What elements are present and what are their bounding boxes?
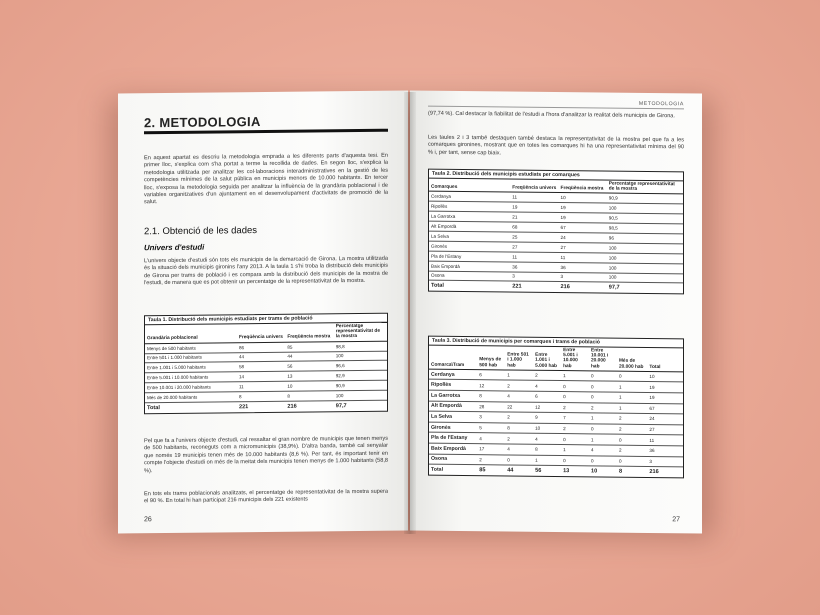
table-cell: 44	[507, 467, 514, 474]
table-cell: Total	[431, 466, 444, 473]
table-2-grid	[429, 179, 683, 294]
table-cell: 68	[510, 222, 558, 232]
table-cell: 44	[237, 352, 285, 362]
table-cell: 67	[647, 403, 683, 414]
table-cell: 2	[617, 445, 647, 456]
table-cell: 19	[559, 203, 607, 213]
table-cell: 100	[334, 390, 387, 400]
table-cell: 8	[618, 468, 623, 475]
table-cell: 98,5	[607, 223, 683, 234]
table-cell: 4	[505, 391, 533, 402]
table-cell: 10	[285, 381, 333, 391]
table-cell: 2	[505, 380, 533, 391]
table-cell: La Selva	[429, 411, 477, 422]
table-cell: Osona	[429, 271, 510, 282]
table-cell: 11	[237, 381, 285, 391]
table-cell: 4	[477, 433, 505, 444]
table-cell: 100	[607, 253, 683, 264]
table-cell: 221	[238, 404, 249, 411]
table-3-header-cell: Comarca\Tram	[429, 346, 477, 370]
table-cell: 1	[533, 455, 561, 466]
representativity-paragraph: En tots els trams poblacionals analitzats, el percentatge de representativitat de la mostra supera el 90 %. En total hi han participat 216 municipis dels 221 existents	[144, 488, 388, 505]
table-cell: 7	[561, 413, 589, 424]
table-cell: 0	[589, 371, 617, 382]
table-3-grid	[429, 346, 683, 478]
table-1-header-cell: Freqüència univers	[237, 324, 285, 343]
table-cell: Gironès	[429, 241, 510, 252]
table-cell: 1	[561, 370, 589, 381]
table-cell: 36	[647, 445, 683, 456]
table-cell: 90,9	[607, 193, 683, 204]
table-cell: 8	[505, 423, 533, 434]
table-cell: 24	[647, 414, 683, 425]
table-cell: 97,7	[608, 284, 620, 292]
table-cell: 2	[477, 454, 505, 465]
table-cell: 11	[510, 192, 558, 202]
table-3-header-cell: Entre 10.001 i 20.000 hab	[589, 347, 617, 371]
table-cell: Entre 10.001 i 20.000 habitants	[145, 382, 237, 393]
table-cell: Entre 501 i 1.000 habitants	[145, 352, 237, 363]
table-1	[144, 313, 388, 415]
table-cell: 96,6	[334, 361, 387, 371]
table-cell: 90,5	[607, 213, 683, 224]
table-cell: 11	[510, 252, 558, 262]
table-cell: 67	[559, 223, 607, 233]
table-cell: 28	[477, 401, 505, 412]
table-cell: 3	[477, 412, 505, 423]
table-cell: 44	[285, 351, 333, 361]
running-head: METODOLOGIA	[638, 100, 684, 108]
table-cell: 85	[285, 341, 333, 351]
left-page	[118, 90, 408, 533]
table-cell: 1	[617, 392, 647, 403]
table-cell: 216	[287, 403, 297, 410]
table-cell: 2	[561, 423, 589, 434]
analysis-paragraph: Pel que fa a l'univers objecte d'estudi, cal ressaltar el gran nombre de municipis que tenen menys de 500 habitants, reconeguts com a micromunicipis (38,9%). D'altra banda, també cal senyalar que només 19 municipis tenen més de 10.000 habitants (8,6 %). Per tant, és important tenir en compte l'objecte d'estudi on més de la meitat dels municipis tenen menys de 1.000 habitants (58,8 %).	[144, 435, 388, 474]
table-total-row	[429, 281, 683, 294]
table-2-caption: Taula 2. Distribució dels municipis estudiats per comarques	[429, 170, 683, 182]
table-cell: 0	[561, 381, 589, 392]
table-cell: 6	[533, 391, 561, 402]
table-cell: Entre 1.001 i 5.000 habitants	[145, 362, 237, 373]
table-cell: Total	[431, 283, 444, 290]
tables-intro-paragraph: Les taules 2 i 3 també destaquen també destaca la representativitat de la mostra pel que fa a les comarques gironines, mostrant que en totes les comarques hi ha una representativitat mínima del 90 % i, per tant, sense cap biaix.	[428, 134, 684, 157]
table-cell: 90,9	[334, 380, 387, 390]
table-cell: 56	[535, 467, 542, 475]
table-cell: 9	[533, 412, 561, 423]
table-cell: 10	[647, 371, 683, 382]
table-cell: 86	[237, 342, 285, 352]
table-cell: 2	[533, 370, 561, 381]
table-2-body	[429, 192, 683, 294]
table-cell: 0	[617, 435, 647, 446]
table-cell: 0	[561, 392, 589, 403]
table-cell: 19	[510, 202, 558, 212]
table-cell: 1	[589, 413, 617, 424]
table-cell: Baix Empordà	[429, 443, 477, 454]
table-cell: 10	[533, 423, 561, 434]
table-cell: Pla de l'Estany	[429, 251, 510, 262]
table-cell: 11	[647, 435, 683, 446]
table-cell: 10	[559, 193, 607, 203]
table-cell: 19	[647, 392, 683, 403]
table-3-caption: Taula 3. Distribució de municipis per comarques i trams de població	[429, 337, 683, 349]
table-cell: Cerdanya	[429, 369, 477, 380]
subsection-heading: Univers d'estudi	[144, 242, 205, 253]
page-number-right: 27	[672, 516, 680, 524]
table-cell: 4	[589, 445, 617, 456]
table-2-header-cell: Freqüència univers	[510, 180, 558, 193]
table-cell: 97,7	[335, 403, 347, 410]
table-cell: Entre 5.001 i 10.000 habitants	[145, 372, 237, 383]
table-cell: 14	[237, 372, 285, 382]
table-cell: 21	[510, 212, 558, 222]
page-number-left: 26	[144, 516, 152, 524]
table-3-header-cell: Entre 501 i 1.000 hab	[505, 346, 533, 370]
table-cell: 0	[561, 455, 589, 466]
table-total-row	[429, 464, 683, 477]
table-cell: 92,9	[334, 370, 387, 380]
table-cell: 13	[285, 371, 333, 381]
table-cell: 100	[607, 243, 683, 254]
table-cell: 216	[560, 284, 570, 291]
table-cell: 3	[559, 272, 607, 282]
table-cell: 8	[237, 391, 285, 401]
table-cell: La Selva	[429, 231, 510, 242]
table-cell: 0	[617, 456, 647, 467]
table-cell: Alt Empordà	[429, 221, 510, 232]
table-cell: 0	[505, 455, 533, 466]
table-cell: 3	[647, 456, 683, 467]
section-heading: 2.1. Obtenció de les dades	[144, 225, 258, 238]
table-cell: 3	[510, 272, 558, 282]
table-cell: 8	[285, 391, 333, 401]
right-page	[410, 90, 702, 533]
table-cell: 17	[477, 444, 505, 455]
table-cell: Més de 20.000 habitants	[145, 392, 237, 403]
table-cell: 2	[505, 412, 533, 423]
table-cell: 85	[479, 467, 486, 474]
table-cell: 0	[561, 434, 589, 445]
table-1-caption: Taula 1. Distribució dels municipis estudiats per trams de població	[145, 314, 387, 326]
table-cell: 4	[533, 381, 561, 392]
table-cell: 100	[334, 351, 387, 361]
table-cell: Cerdanya	[429, 192, 510, 203]
table-cell: 221	[512, 283, 522, 291]
table-cell: 1	[589, 434, 617, 445]
table-cell: 100	[607, 273, 683, 284]
table-cell: 36	[559, 262, 607, 272]
book-spine	[404, 92, 416, 534]
table-cell: 11	[559, 252, 607, 262]
table-cell: 0	[589, 424, 617, 435]
table-cell: Ripollès	[429, 201, 510, 212]
table-cell: 216	[649, 469, 659, 476]
table-cell: Gironès	[429, 422, 477, 433]
table-3-header-cell: Entre 1.001 i 5.000 hab	[533, 347, 561, 371]
table-cell: 19	[559, 213, 607, 223]
table-cell: 100	[607, 203, 683, 214]
table-cell: Ripollès	[429, 380, 477, 391]
table-cell: 1	[505, 370, 533, 381]
table-cell: 1	[617, 382, 647, 393]
reliability-paragraph: (97,74 %). Cal destacar la fiabilitat de l'estudi a l'hora d'analitzar la realitat dels municipis de Girona.	[428, 110, 675, 120]
table-cell: 0	[617, 371, 647, 382]
universe-paragraph: L'univers objecte d'estudi són tots els municipis de la demarcació de Girona. La mostra utilitzada és la situació dels municipis gironins l'any 2013. A la taula 1 s'hi troba la distribució dels municipis de Girona per trams de població i es compara amb la distribució dels municipis de la mostra de l'estudi, de manera que es pot obtenir un percentatge de la representativitat de la mostra.	[144, 255, 388, 287]
table-cell: 56	[285, 361, 333, 371]
table-cell: 8	[533, 444, 561, 455]
table-cell: 2	[589, 402, 617, 413]
table-cell: 22	[505, 402, 533, 413]
table-cell: La Garrotxa	[429, 211, 510, 222]
table-cell: 100	[607, 263, 683, 274]
table-cell: 27	[559, 242, 607, 252]
table-cell: 27	[510, 242, 558, 252]
chapter-title: 2. METODOLOGIA	[144, 114, 261, 131]
table-1-header-cell: Freqüència mostra	[285, 323, 333, 342]
table-cell: La Garrotxa	[429, 390, 477, 401]
table-cell: 12	[533, 402, 561, 413]
table-cell: 2	[617, 413, 647, 424]
table-cell: 0	[589, 392, 617, 403]
table-cell: 4	[533, 434, 561, 445]
table-1-header-cell: Percentatge representativitat de la mostra	[334, 323, 387, 342]
table-cell: 6	[477, 369, 505, 380]
table-cell: Menys de 500 habitants	[145, 342, 237, 353]
table-cell: 1	[617, 403, 647, 414]
table-cell: 96	[607, 233, 683, 244]
table-3-body	[429, 369, 683, 478]
table-cell: 25	[510, 232, 558, 242]
table-3-header-cell: Entre 5.001 i 10.000 hab	[561, 347, 589, 371]
table-1-header-cell: Grandària poblacional	[145, 324, 237, 343]
table-3-header-cell: Total	[647, 348, 683, 372]
table-cell: 0	[589, 455, 617, 466]
table-cell: 2	[561, 402, 589, 413]
table-2-header-cell: Comarques	[429, 179, 510, 193]
table-3-header-row	[429, 346, 683, 372]
table-2	[428, 169, 684, 295]
table-1-body	[145, 341, 387, 413]
table-cell: 0	[589, 381, 617, 392]
table-cell: 5	[477, 422, 505, 433]
table-cell: 58	[237, 362, 285, 372]
table-cell: 10	[591, 468, 598, 475]
table-cell: 98,8	[334, 341, 387, 351]
table-cell: 1	[561, 445, 589, 456]
table-total-row	[145, 400, 387, 413]
table-cell: Pla de l'Estany	[429, 433, 477, 444]
table-cell: 13	[563, 468, 570, 475]
intro-paragraph: En aquest apartat es descriu la metodologia emprada a les diferents parts d'aquesta tesi. En primer lloc, s'explica com s'ha portat a terme la recollida de dades. En segon lloc, s'explica la metodologia utilitzada per analitzar les col·laboracions interadministratives en la gestió de les competències mínimes de la salut pública en municipis menors de 10.000 habitants. En tercer lloc, s'exposa la metodologia seguida per analitzar la influència de la grandària poblacional i de variables organitzatives d'un ajuntament en el desenvolupament d'activitats de promoció de la salut.	[144, 152, 388, 206]
table-cell: 19	[647, 382, 683, 393]
table-cell: 2	[505, 433, 533, 444]
table-1-grid	[145, 323, 387, 413]
table-cell: 2	[617, 424, 647, 435]
table-cell: Osona	[429, 454, 477, 465]
table-cell: 27	[647, 424, 683, 435]
table-2-header-cell: Percentatge representativitat de la mostra	[607, 181, 683, 195]
table-cell: 24	[559, 232, 607, 242]
table-cell: 36	[510, 262, 558, 272]
table-cell: 8	[477, 391, 505, 402]
table-3-header-cell: Més de 20.000 hab	[617, 348, 647, 372]
table-cell: 4	[505, 444, 533, 455]
table-3-header-cell: Menys de 500 hab	[477, 346, 505, 370]
table-3	[428, 336, 684, 479]
table-cell: Alt Empordà	[429, 401, 477, 412]
table-cell: 12	[477, 380, 505, 391]
table-2-header-cell: Freqüència mostra	[559, 180, 607, 193]
table-cell: Baix Empordà	[429, 261, 510, 272]
table-cell: Total	[147, 405, 160, 412]
